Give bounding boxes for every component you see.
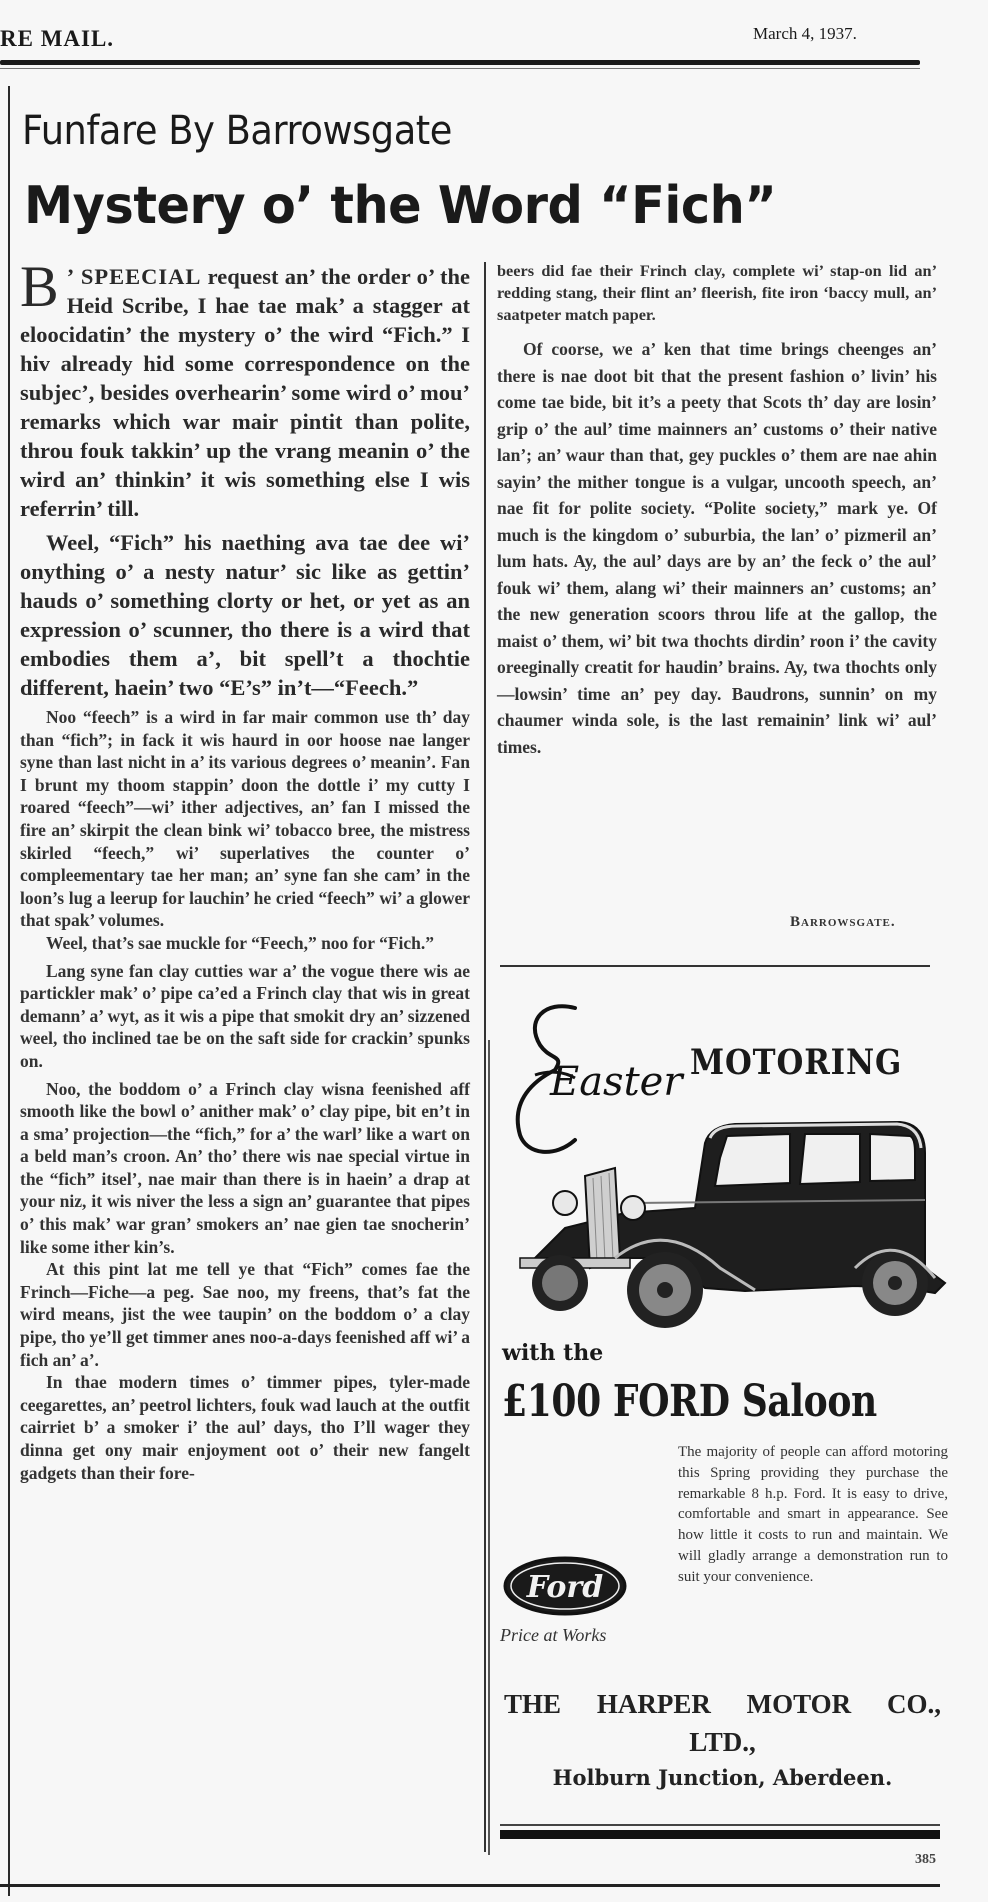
article-signature: Barrowsgate. [790,914,896,930]
advert-top-rule [500,965,930,967]
dealer-word: THE [504,1689,562,1719]
article-paragraph: B ’ SPEECIAL request an’ the order o’ the Heid Scribe, I hae tae mak’ a stagger at eloocidatin’ the mystery o’ the wird “Fich.” I hiv already hid some correspondence on the subjec’, besides overhearin’ some wird o’ mou’ remarks which war mair pintit than polite, throu fouk takkin’ up the vrang meanin o’ the wird an’ thinkin’ it wis something else I wis referrin’ till. [20,254,470,521]
advert-bottom-rule-thin [500,1824,940,1826]
car-headlamp [621,1196,645,1220]
dealer-word: HARPER [596,1689,711,1719]
easter-script-text: Easter [550,1059,683,1105]
car-wheel-spare [532,1255,588,1311]
article-paragraph: Noo “feech” is a wird in far mair common use th’ day than “fich”; in fack it wis haurd in oor hoose nae langer syne than last nicht in a’ its various degrees o’ meanin’. Fan I brunt my thoom stappin’ doon the dottle i’ my cutty I roared “feech”—wi’ ither adjectives, an’ fan I missed the fire an’ skirpit the clean bink wi’ tobacco bree, the mistress skirled “feech,” wi’ superlatives the counter o’ compleementary tae her man; an’ syne fan she cam’ in the loon’s lug a leerup for lauchin’ he cried “feech” wi’ a glower that spak’ volumes. [20,707,470,931]
article-column-right [497,260,937,760]
drop-cap: B [20,254,59,319]
article-paragraph: beers did fae their Frinch clay, complete wi’ stap-on lid an’ redding stang, their flint an’ fleerish, fite iron ‘baccy mull, an’ saatpeter match paper. [497,261,937,324]
car-illustration [505,1108,945,1338]
advert-number: 385 [915,1852,936,1867]
car-wheel-front [627,1252,703,1328]
car-window-rear [870,1134,915,1181]
column-divider [484,262,486,1852]
article-paragraph: Noo, the boddom o’ a Frinch clay wisna feenished aff smooth like the bowl o’ anither mak’ o’ clay pipe, bit en’t in a sma’ projection—the “fich,” for a’ the warl’ like a wart on a beld man’s croon. An’ tho’ there wis nae special virtue in the “fich” itsel’, nae mair than there is in haein’ a drap at your niz, it wis niver the less a sign an’ guarantee that pipes o’ this mak’ war gran’ smokers an’ nae gien tae snocherin’ like some ither kin’s. [20,1078,470,1257]
advert-address: Holburn Junction, Aberdeen. [552,1765,893,1790]
issue-date: March 4, 1937. [753,24,857,43]
car-window-middle [800,1134,860,1184]
advert-model-title: £100 FORD Saloon [502,1376,877,1427]
dealer-word: CO., [886,1689,941,1719]
newspaper-name: RE MAIL. [0,26,115,51]
ford-logo-text: Ford [526,1570,604,1605]
car-window-front [715,1134,790,1186]
advert-price-note: Price at Works [500,1625,607,1645]
article-paragraph: Lang syne fan clay cutties war a’ the vogue there wis ae partickler mak’ o’ pipe ca’ed a Frinch clay that wis in great demann’ a’ wyt, as it wis a pipe that smokit dry an’ sizzened weel, tho inclined tae be on the saft side for crackin’ spunks on. [20,960,470,1071]
dealer-ltd: LTD., [689,1727,756,1757]
article-column-left [20,254,470,1484]
article-kicker: Funfare By Barrowsgate [22,108,452,154]
masthead [0,18,988,58]
page-left-rule [8,86,10,1896]
masthead-rule-thin [0,68,920,69]
advert-motoring: MOTORING [690,1042,903,1083]
advert-bottom-rule-thick [500,1830,940,1839]
article-headline: Mystery o’ the Word “Fich” [24,176,777,236]
article-paragraph: In thae modern times o’ timmer pipes, tyler-made ceegarettes, an’ peetrol lichters, fouk wad lauch at the outfit cairriet b’ a smoker i’ the aul’ days, tho I’ll wager they dinna get ony mair enjoyment oot o’ their new fangelt gadgets than their fore- [20,1372,470,1483]
page-bottom-rule [0,1884,940,1887]
advert-dealer [500,1685,945,1761]
masthead-rule [0,60,920,65]
article-paragraph: Weel, that’s sae muckle for “Feech,” noo for “Fich.” [46,932,435,953]
article-paragraph: Of coorse, we a’ ken that time brings cheenges an’ there is nae doot bit that the present fashion o’ livin’ his come tae bide, bit it’s a peety that Scots th’ day are losin’ grip o’ the aul’ time mainners an’ customs o’ their native lan’; an’ waur than that, gey puckles o’ them are nae ahin sayin’ the mither tongue is a vulgar, uncooth speech, an’ nae fit for polite society. “Polite society,” mark ye. Of much is the kingdom o’ suburbia, the lan’ o’ pizmeril an’ lum hats. Ay, the aul’ days are by an’ the feck o’ the aul’ fouk wi’ them, alang wi’ their mainners an’ customs; an’ the new generation scoors throu life at the gallop, the maist o’ them, wi’ bit twa thochts dirdin’ roon i’ the cavity oreeginally creatit for haudin’ brains. Ay, twa thochts only—lowsin’ time an’ pey day. Baudrons, sunnin’ on my chaumer winda sole, is the last remainin’ link wi’ aul’ times. [497,339,937,757]
dealer-word: MOTOR [746,1689,852,1719]
advert-body-text: The majority of people can afford motoring this Spring providing they purchase the remarkable 8 h.p. Ford. It is easy to drive, comfortable and smart in appearance. See how little it costs to run and maintain. We will gladly arrange a demonstration run to suit your convenience. [678,1444,948,1585]
advert-frame [488,1040,490,1855]
car-headlamp [553,1191,577,1215]
article-paragraph: Weel, “Fich” his naething ava tae dee wi’ onything o’ a nesty natur’ sic like as gettin’ hauds o’ something clorty or het, or yet as an expression o’ scunner, tho there is a wird that embodies them a’, bit spell’t a thochtie different, haein’ two “E’s” in’t—“Feech.” [20,530,470,700]
lead-in: ’ SPEECIAL [66,264,202,289]
advert-with-the: with the [502,1340,604,1366]
article-paragraph: At this pint lat me tell ye that “Fich” comes fae the Frinch—Fiche—a peg. Sae noo, my freens, that’s fat the wird means, jist the wee taupin’ on the boddom o’ a clay pipe, tho ye’ll get timmer anes noo-a-days feenished aff wi’ a fich an’ a’. [20,1259,470,1370]
ford-logo [500,1552,630,1620]
